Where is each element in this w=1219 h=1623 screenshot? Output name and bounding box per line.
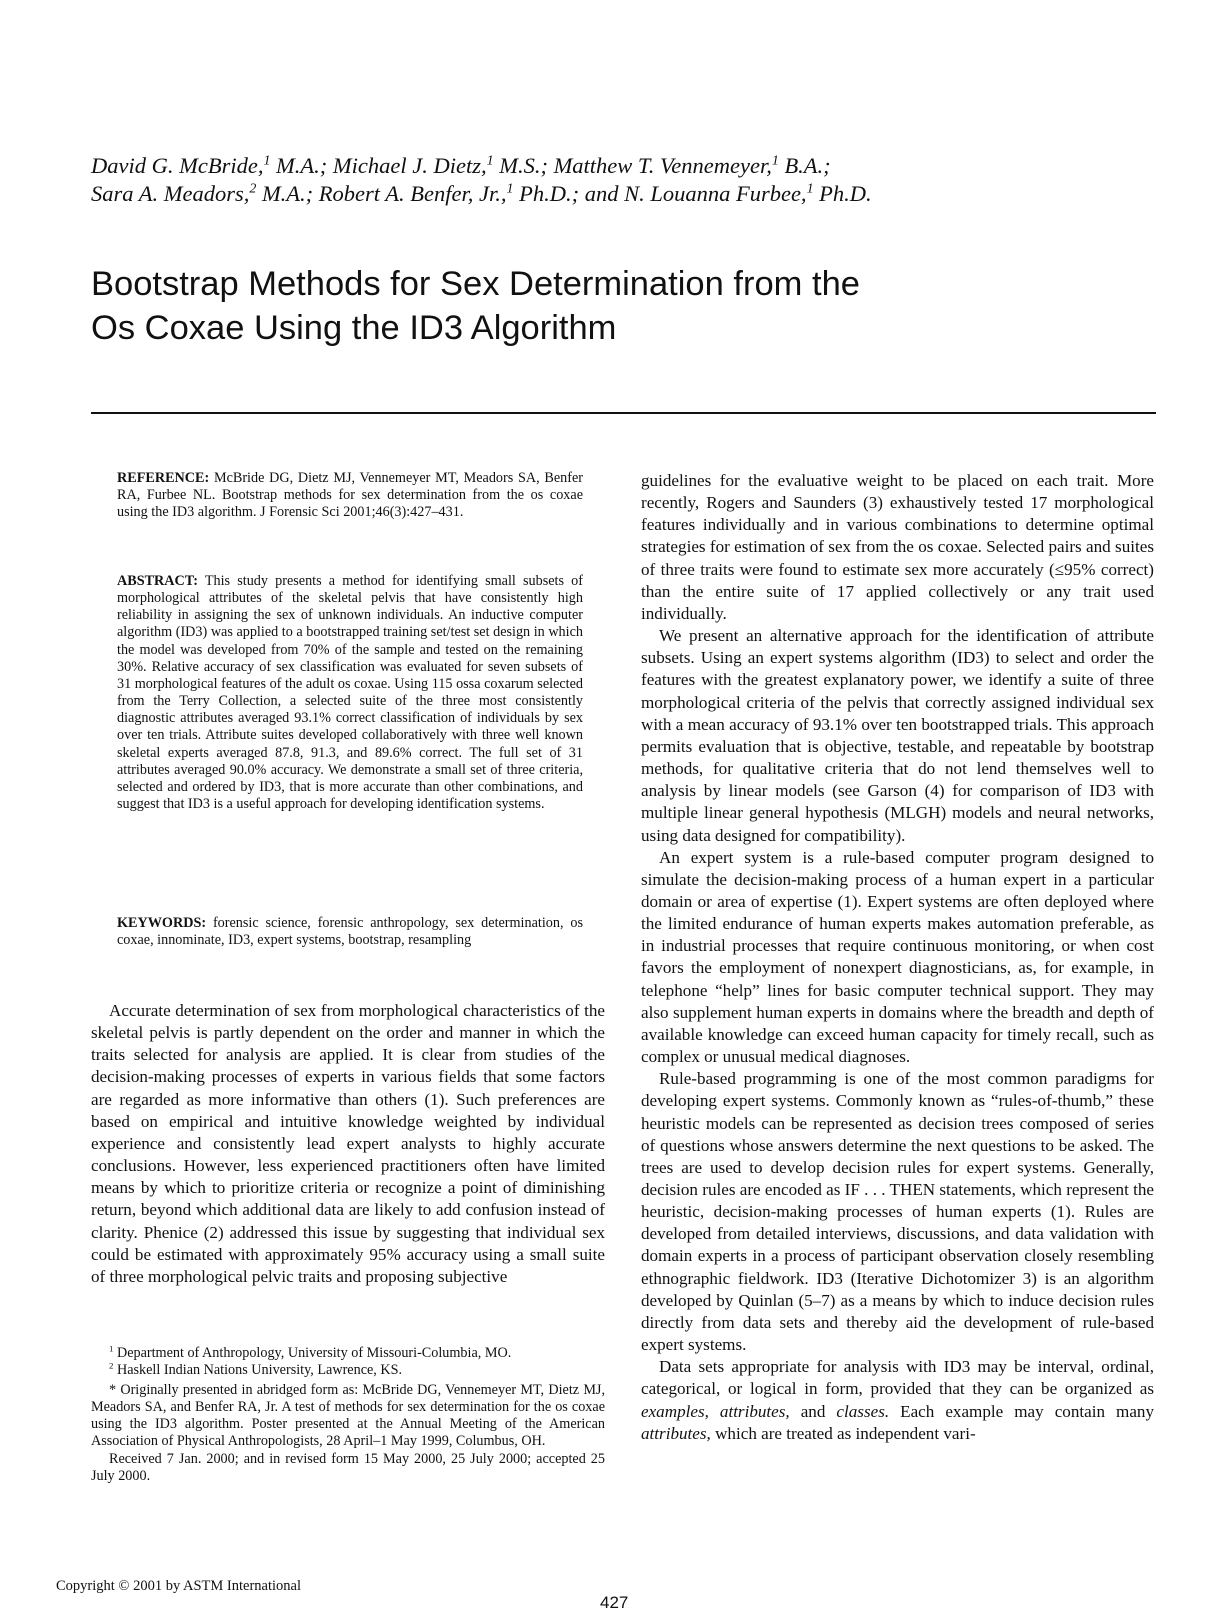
author-list: [91, 152, 1151, 208]
abstract-label: ABSTRACT:: [117, 573, 198, 589]
body-paragraph-text: We present an alternative approach for the identification of attribute subsets. Using an expert systems algorithm (ID3) to select and order the features with the greatest explanatory power, we identify a suite of three morphological criteria of the pelvis that correctly assigned individual sex with a mean accuracy of 93.1% over ten bootstrapped trials. This approach permits evaluation that is objective, testable, and repeatable by bootstrap methods, for qualitative criteria that do not lend themselves well to analysis by linear models (see Garson (4) for comparison of ID3 with multiple linear general hypothesis (MLGH) models and neural networks, using data designed for compatibility).: [641, 626, 1154, 845]
body-text-run: which are treated as independent vari-: [710, 1423, 976, 1443]
author-name: Sara A. Meadors,: [91, 181, 250, 206]
affiliation-marker: 1: [771, 153, 779, 169]
title-divider: [91, 412, 1156, 414]
abstract-block: [117, 573, 583, 813]
body-text-run: and: [789, 1401, 837, 1421]
author-line-1: [91, 152, 1151, 180]
author-name: M.A.; Michael J. Dietz,: [270, 153, 487, 178]
author-name: Ph.D.; and N. Louanna Furbee,: [513, 181, 807, 206]
copyright-notice: Copyright © 2001 by ASTM International: [56, 1578, 302, 1594]
title-line-2: Os Coxae Using the ID3 Algorithm: [91, 309, 617, 347]
keywords-label: KEYWORDS:: [117, 915, 207, 931]
body-text-run: Data sets appropriate for analysis with ID3 may be interval, ordinal, categorical, or logical in form, provided that they can be organized as: [641, 1357, 1154, 1399]
author-line-2: [91, 180, 1151, 208]
body-paragraph-text: An expert system is a rule-based computer program designed to simulate the decision-making process of a human expert in a particular domain or area of expertise (1). Expert systems are often deployed where the limited endurance of human experts makes automation preferable, as in industrial processes that require continuous monitoring, or when cost favors the employment of nonexpert diagnosticians, as, for example, in telephone “help” lines for basic computer technical support. They may also supplement human experts in domains where the breadth and depth of available knowledge can exceed human capacity for timely recall, such as complex or unusual medical diagnoses.: [641, 847, 1154, 1067]
body-paragraph: [641, 470, 1154, 625]
body-paragraph: [91, 1000, 605, 1288]
author-degree: B.A.;: [778, 153, 831, 178]
footnote-marker: 1: [109, 1343, 114, 1354]
body-paragraph-text: Rule-based programming is one of the most common paradigms for developing expert systems. Commonly known as “rules-of-thumb,” these heuristic models can be represented as decision trees composed of series of questions whose answers determine the next questions to be asked. The trees are used to develop decision rules for expert systems. Generally, decision rules are encoded as IF . . . THEN statements, which represent the heuristic, decision-making processes of human experts (1). Rules are developed from detailed interviews, discussions, and data validation with domain experts in a process of participant observation closely resembling ethnographic fieldwork. ID3 (Iterative Dichotomizer 3) is an algorithm developed by Quinlan (5–7) as a means by which to induce decision rules directly from data sets and thereby aid the development of rule-based expert systems.: [641, 1069, 1154, 1355]
affiliation-marker: 1: [486, 153, 494, 169]
keywords-block: [117, 915, 583, 949]
abstract-text: This study presents a method for identifying small subsets of morphological attributes of the skeletal pelvis that have consistently high reliability in assigning the sex of unknown individuals. An inductive computer algorithm (ID3) was applied to a bootstrapped training set/test set design in which the model was developed from 70% of the sample and tested on the remaining 30%. Relative accuracy of sex classification was evaluated for seven subsets of 31 morphological features of the adult os coxae. Using 115 ossa coxarum selected from the Terry Collection, a selected suite of the three most consistently diagnostic attributes averaged 93.1% correct classification of individuals by sex over ten trials. Attribute suites developed collaboratively with three well known skeletal experts averaged 87.8, 91.3, and 89.6% correct. The full set of 31 attributes averaged 90.0% accuracy. We demonstrate a small set of three criteria, selected and ordered by ID3, that is more accurate than other combinations, and suggest that ID3 is a useful approach for developing identification systems.: [117, 573, 583, 813]
footnote-received: [91, 1451, 605, 1485]
paper-title: [91, 262, 1151, 350]
footnote-text: Received 7 Jan. 2000; and in revised form 15 May 2000, 25 July 2000; accepted 25 July 2000.: [91, 1450, 605, 1484]
page-number: 427: [600, 1593, 629, 1612]
left-column-body: [91, 1000, 605, 1288]
keywords-text: forensic science, forensic anthropology, sex determination, os coxae, innominate, ID3, expert systems, bootstrap, resampling: [117, 915, 583, 949]
body-paragraph: [641, 625, 1154, 847]
affiliation-marker: 1: [806, 181, 814, 197]
body-paragraph: [641, 1068, 1154, 1356]
footnote-presented: [91, 1382, 605, 1450]
body-paragraph-text: guidelines for the evaluative weight to be placed on each trait. More recently, Rogers and Saunders (3) exhaustively tested 17 morphological features individually and in various combinations to determine optimal strategies for estimation of sex from the os coxae. Selected pairs and suites of three traits were found to estimate sex more accurately (≤95% correct) than the entire suite of 17 applied collectively or any trait used individually.: [641, 471, 1154, 623]
title-line-1: Bootstrap Methods for Sex Determination from the: [91, 265, 860, 303]
footnotes: [91, 1345, 605, 1488]
right-column-body: [641, 470, 1154, 1445]
author-degree: Ph.D.: [813, 181, 872, 206]
emphasis-term: attributes,: [641, 1423, 711, 1443]
reference-text: McBride DG, Dietz MJ, Vennemeyer MT, Meadors SA, Benfer RA, Furbee NL. Bootstrap methods for sex determination from the os coxae using the ID3 algorithm. J Forensic Sci 2001;46(3):427–431.: [117, 470, 583, 521]
footnote-text: Department of Anthropology, University of Missouri-Columbia, MO.: [113, 1345, 512, 1361]
reference-block: [117, 470, 583, 521]
emphasis-term: examples, attributes,: [641, 1401, 790, 1421]
body-paragraph: [641, 847, 1154, 1069]
footnote-text: Haskell Indian Nations University, Lawrence, KS.: [113, 1362, 403, 1379]
footnote-2: [91, 1362, 605, 1379]
body-paragraph: [641, 1356, 1154, 1445]
affiliation-marker: 2: [249, 181, 257, 197]
body-text-run: Each example may contain many: [889, 1401, 1154, 1421]
emphasis-term: classes.: [836, 1401, 890, 1421]
footnote-1: [91, 1345, 605, 1362]
author-name: M.A.; Robert A. Benfer, Jr.,: [256, 181, 507, 206]
affiliation-marker: 1: [506, 181, 514, 197]
affiliation-marker: 1: [263, 153, 271, 169]
footnote-marker: 2: [109, 1360, 114, 1371]
footnote-text: * Originally presented in abridged form as: McBride DG, Vennemeyer MT, Dietz MJ, Meadors SA, and Benfer RA, Jr. A test of methods for sex determination for the os coxae using the ID3 algorithm. Poster presented at the Annual Meeting of the American Association of Physical Anthropologists, 28 April–1 May 1999, Columbus, OH.: [91, 1382, 605, 1450]
author-name: M.S.; Matthew T. Vennemeyer,: [493, 153, 772, 178]
author-name: David G. McBride,: [91, 153, 264, 178]
reference-label: REFERENCE:: [117, 470, 210, 486]
body-paragraph-text: Accurate determination of sex from morphological characteristics of the skeletal pelvis is partly dependent on the order and manner in which the traits selected for analysis are applied. It is clear from studies of the decision-making processes of experts in various fields that some factors are regarded as more informative than others (1). Such preferences are based on empirical and intuitive knowledge weighted by individual experience and consistently lead expert analysts to highly accurate conclusions. However, less experienced practitioners often have limited means by which to prioritize criteria or recognize a point of diminishing return, beyond which additional data are likely to add confusion instead of clarity. Phenice (2) addressed this issue by suggesting that individual sex could be estimated with approximately 95% accuracy using a small suite of three morphological pelvic traits and proposing subjective: [91, 1001, 605, 1286]
